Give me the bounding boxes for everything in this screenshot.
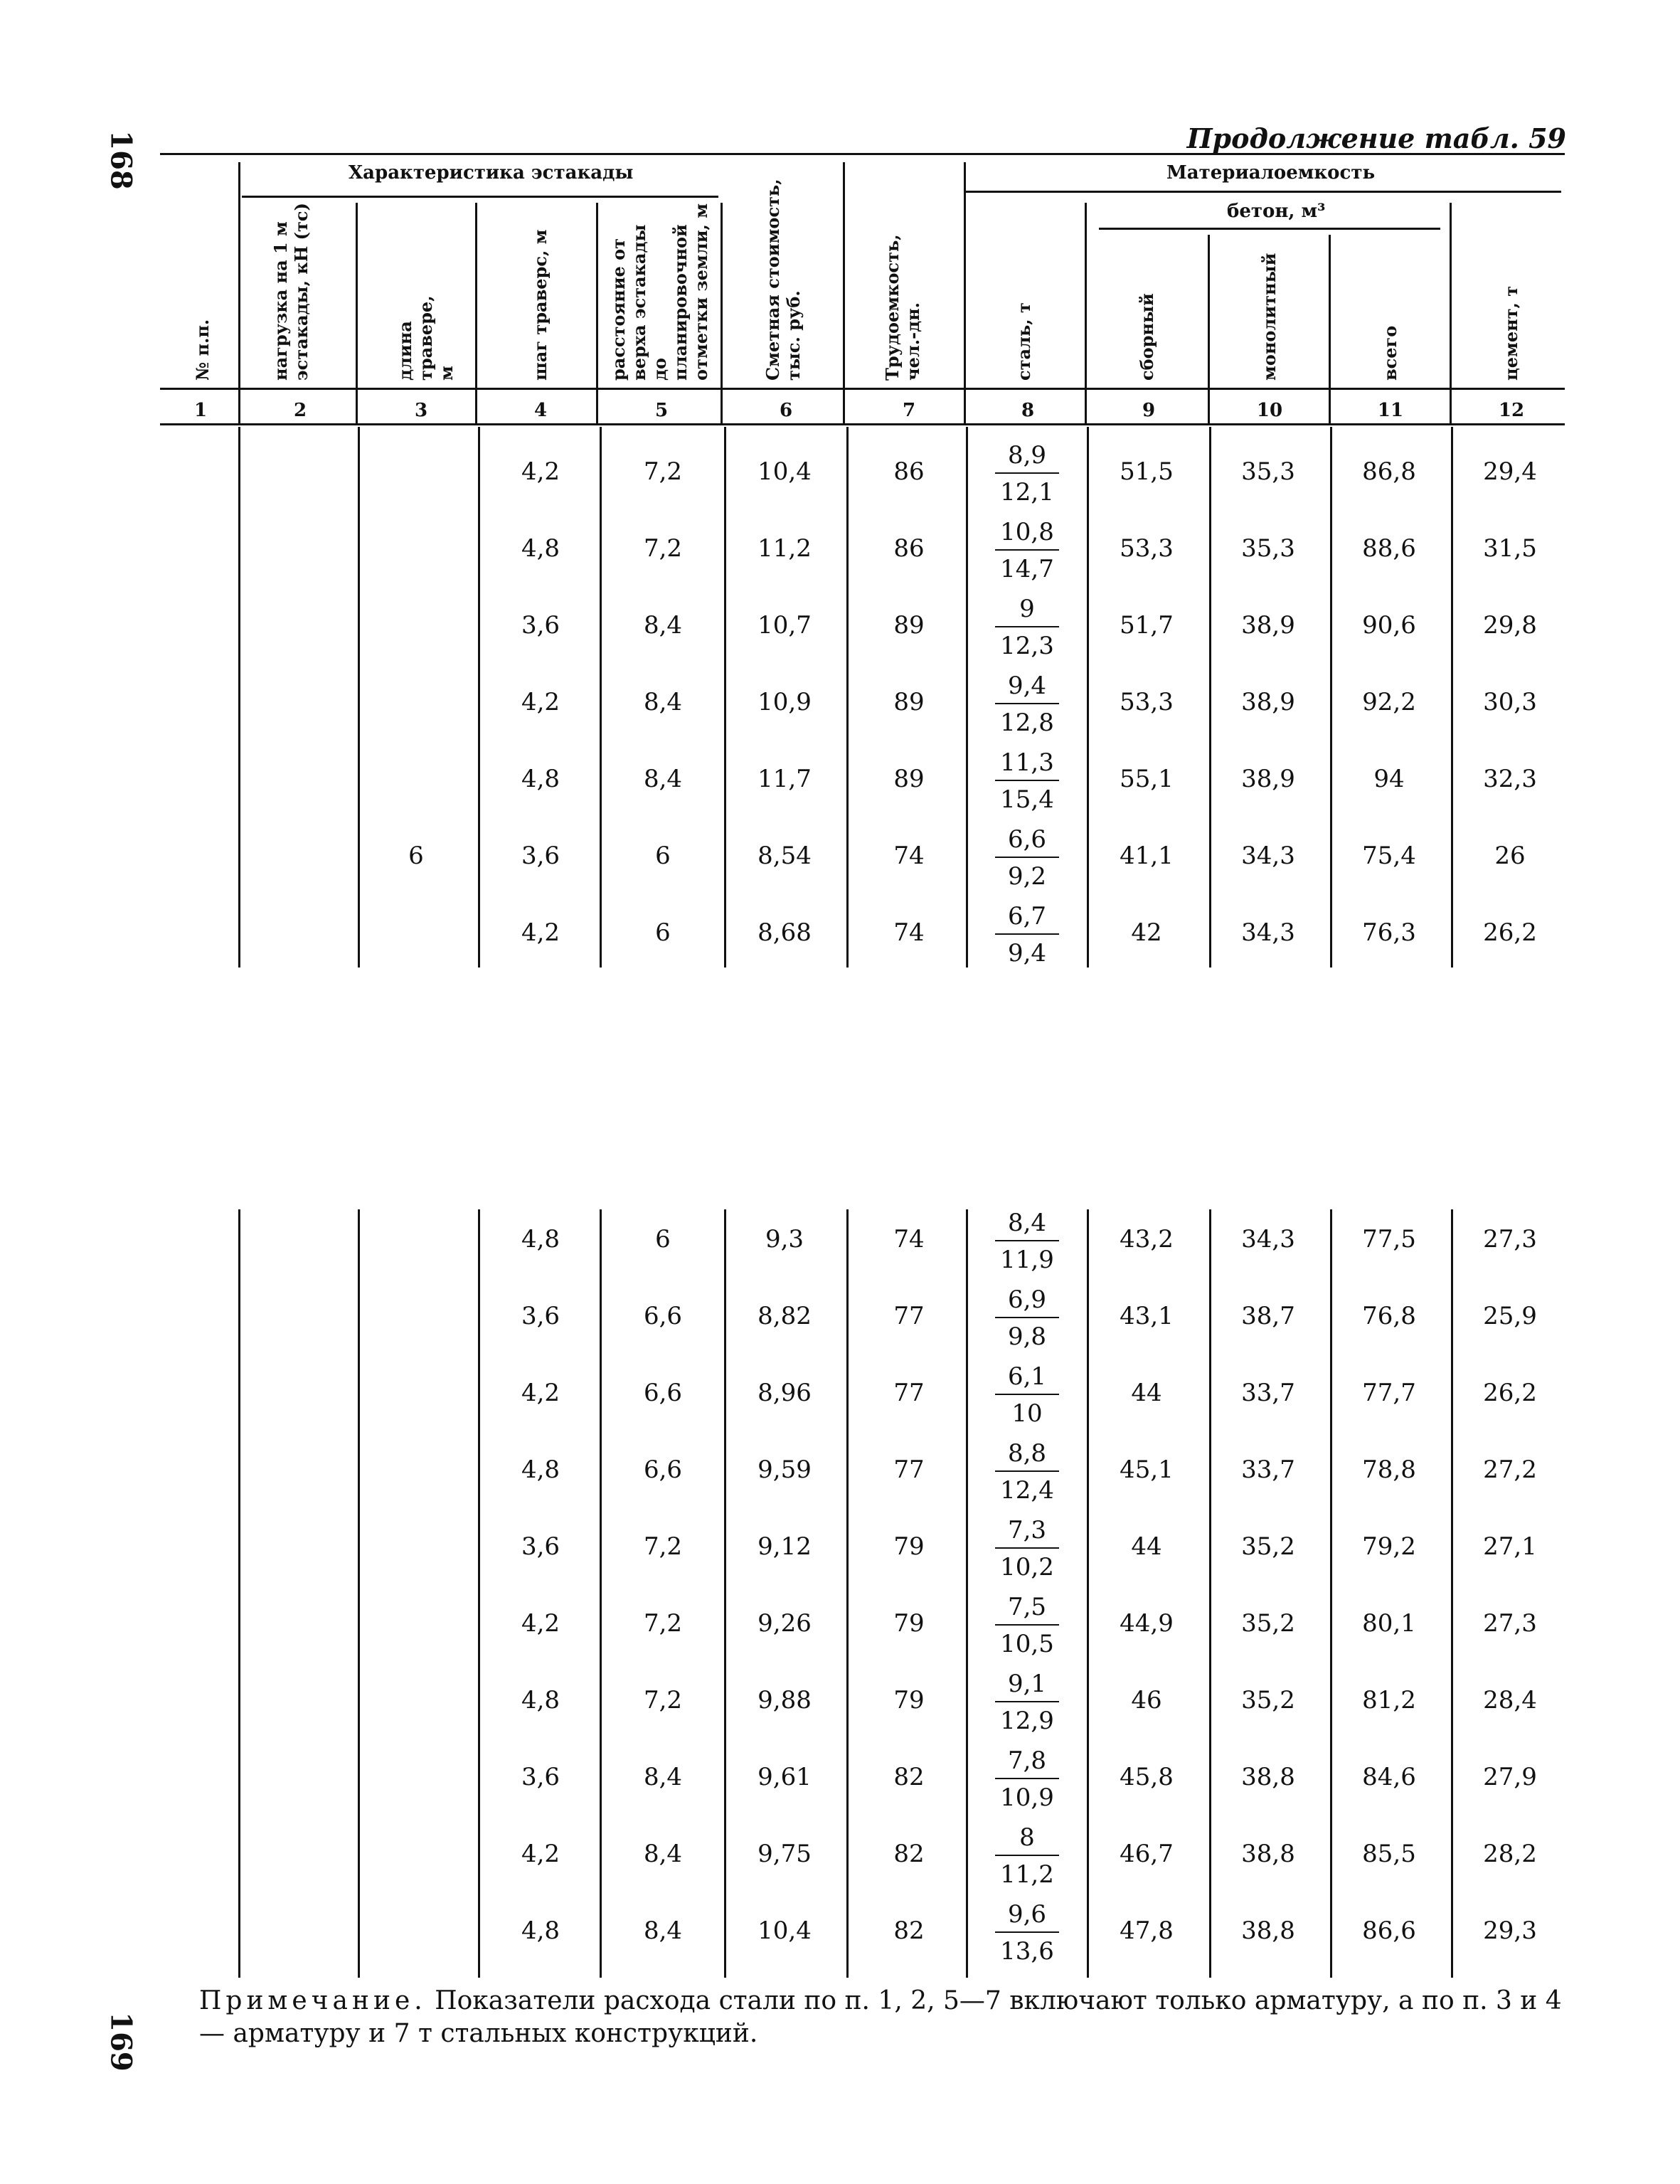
steel-fraction-cell — [981, 670, 1073, 738]
table-cell: 89 — [893, 611, 925, 640]
steel-total-value: 9,4 — [1007, 939, 1047, 968]
table-cell: 38,7 — [1241, 1302, 1295, 1330]
steel-reinforcement-value: 7,5 — [1007, 1593, 1047, 1621]
steel-total-value: 14,7 — [1000, 555, 1054, 583]
table-cell: 31,5 — [1483, 534, 1537, 563]
column-number: 9 — [1142, 400, 1156, 421]
steel-reinforcement-value: 9,6 — [1007, 1900, 1047, 1929]
table-cell: 34,3 — [1241, 1225, 1295, 1253]
table-cell: 4,8 — [521, 1686, 560, 1714]
header-col-no: № п.п. — [192, 319, 213, 381]
table-cell: 79,2 — [1362, 1532, 1416, 1561]
steel-fraction-cell — [981, 516, 1073, 585]
table-cell: 33,7 — [1241, 1456, 1295, 1484]
table-cell: 77 — [893, 1456, 925, 1484]
table-cell: 3,6 — [521, 842, 560, 870]
column-number-rule — [160, 423, 1565, 425]
table-cell: 9,88 — [757, 1686, 812, 1714]
header-col-length: длина травере, м — [395, 295, 457, 381]
table-cell: 10,7 — [757, 611, 812, 640]
fraction-bar — [995, 1701, 1059, 1702]
fraction-bar — [995, 1855, 1059, 1856]
table-cell: 8,4 — [643, 1840, 683, 1868]
table-cell: 10,9 — [757, 688, 812, 716]
table-cell: 29,3 — [1483, 1917, 1537, 1945]
column-divider — [964, 162, 966, 423]
table-top-rule — [160, 153, 1565, 155]
column-number: 3 — [414, 400, 428, 421]
table-cell: 9,12 — [757, 1532, 812, 1561]
table-cell: 3,6 — [521, 1532, 560, 1561]
table-cell: 55,1 — [1120, 765, 1174, 793]
steel-reinforcement-value: 9 — [1019, 595, 1035, 623]
steel-reinforcement-value: 8 — [1019, 1823, 1035, 1852]
fraction-bar — [995, 703, 1059, 704]
steel-reinforcement-value: 6,6 — [1007, 825, 1047, 854]
steel-total-value: 12,4 — [1000, 1476, 1054, 1505]
table-cell: 75,4 — [1362, 842, 1416, 870]
table-cell: 79 — [893, 1686, 925, 1714]
table-cell: 3,6 — [521, 1302, 560, 1330]
column-divider — [724, 427, 726, 968]
table-cell: 35,2 — [1241, 1686, 1295, 1714]
header-col-step: шаг траверс, м — [530, 229, 551, 381]
page-number-bottom: 169 — [104, 2012, 138, 2072]
table-cell: 43,1 — [1120, 1302, 1174, 1330]
table-note — [199, 1985, 1572, 2050]
table-cell: 28,2 — [1483, 1840, 1537, 1868]
column-divider — [846, 427, 849, 968]
table-cell: 42 — [1131, 918, 1162, 947]
table-cell: 76,8 — [1362, 1302, 1416, 1330]
column-divider — [600, 427, 602, 968]
table-cell: 28,4 — [1483, 1686, 1537, 1714]
table-cell: 77 — [893, 1302, 925, 1330]
table-cell: 46 — [1131, 1686, 1162, 1714]
header-subrule — [1099, 228, 1440, 230]
fraction-bar — [995, 1240, 1059, 1241]
table-cell: 82 — [893, 1763, 925, 1791]
table-cell: 38,8 — [1241, 1763, 1295, 1791]
header-col-cement: цемент, т — [1501, 285, 1521, 381]
table-cell: 29,4 — [1483, 457, 1537, 486]
table-cell: 74 — [893, 842, 925, 870]
steel-total-value: 12,9 — [1000, 1707, 1054, 1735]
header-col-steel: сталь, т — [1014, 302, 1034, 381]
fraction-bar — [995, 1931, 1059, 1933]
steel-fraction-cell — [981, 1668, 1073, 1737]
steel-reinforcement-value: 7,3 — [1007, 1516, 1047, 1544]
table-cell: 33,7 — [1241, 1379, 1295, 1407]
table-cell: 7,2 — [643, 1609, 683, 1638]
table-cell: 9,61 — [757, 1763, 812, 1791]
header-col-load: нагрузка на 1 м эстакады, кН (тс) — [270, 203, 312, 381]
steel-reinforcement-value: 9,4 — [1007, 672, 1047, 700]
header-col-monolithic: монолитный — [1259, 253, 1280, 381]
table-cell: 45,8 — [1120, 1763, 1174, 1791]
table-cell: 94 — [1373, 765, 1405, 793]
table-cell: 6 — [655, 1225, 671, 1253]
header-col-cost: Сметная стоимость, тыс. руб. — [762, 179, 804, 381]
column-divider — [1329, 235, 1331, 423]
table-cell: 6,6 — [643, 1379, 683, 1407]
column-divider — [1087, 427, 1089, 968]
steel-fraction-cell — [981, 440, 1073, 508]
steel-total-value: 9,8 — [1007, 1322, 1047, 1351]
table-cell: 4,8 — [521, 765, 560, 793]
table-continuation-title: Продолжение табл. 59 — [1186, 122, 1566, 154]
table-cell: 51,7 — [1120, 611, 1174, 640]
header-concrete: бетон, м³ — [1227, 201, 1326, 222]
table-cell: 6,6 — [643, 1456, 683, 1484]
table-cell: 7,2 — [643, 1686, 683, 1714]
table-cell: 4,8 — [521, 1225, 560, 1253]
header-characteristic: Характеристика эстакады — [349, 162, 634, 184]
table-cell: 11,2 — [757, 534, 812, 563]
table-cell: 86 — [893, 457, 925, 486]
table-cell: 9,3 — [765, 1225, 804, 1253]
table-cell: 8,4 — [643, 1763, 683, 1791]
table-cell: 38,9 — [1241, 611, 1295, 640]
table-cell: 8,82 — [757, 1302, 812, 1330]
steel-reinforcement-value: 8,4 — [1007, 1209, 1047, 1237]
column-divider — [721, 203, 723, 423]
table-cell: 92,2 — [1362, 688, 1416, 716]
table-cell: 35,3 — [1241, 534, 1295, 563]
table-cell: 86,6 — [1362, 1917, 1416, 1945]
table-cell: 74 — [893, 1225, 925, 1253]
table-cell: 51,5 — [1120, 457, 1174, 486]
table-cell: 6 — [655, 842, 671, 870]
fraction-bar — [995, 780, 1059, 781]
column-divider — [846, 1209, 849, 1978]
table-cell: 44 — [1131, 1532, 1162, 1561]
fraction-bar — [995, 1624, 1059, 1626]
table-cell: 45,1 — [1120, 1456, 1174, 1484]
column-divider — [238, 427, 240, 968]
table-cell: 8,4 — [643, 688, 683, 716]
table-cell: 7,2 — [643, 534, 683, 563]
steel-fraction-cell — [981, 1899, 1073, 1967]
column-divider — [724, 1209, 726, 1978]
table-cell: 46,7 — [1120, 1840, 1174, 1868]
steel-total-value: 10,9 — [1000, 1783, 1054, 1812]
fraction-bar — [995, 1317, 1059, 1318]
table-cell: 85,5 — [1362, 1840, 1416, 1868]
column-divider — [966, 427, 968, 968]
column-divider — [1208, 235, 1210, 423]
column-number: 4 — [533, 400, 548, 421]
steel-fraction-cell — [981, 1438, 1073, 1506]
column-divider — [1451, 427, 1453, 968]
column-divider — [478, 1209, 480, 1978]
table-cell: 8,96 — [757, 1379, 812, 1407]
steel-fraction-cell — [981, 1745, 1073, 1813]
table-cell: 53,3 — [1120, 534, 1174, 563]
column-divider — [358, 1209, 360, 1978]
table-cell: 76,3 — [1362, 918, 1416, 947]
table-cell: 27,3 — [1483, 1609, 1537, 1638]
table-cell: 38,8 — [1241, 1917, 1295, 1945]
table-cell: 27,1 — [1483, 1532, 1537, 1561]
column-divider — [356, 203, 358, 423]
column-divider — [1450, 203, 1452, 423]
column-number: 8 — [1021, 400, 1035, 421]
column-divider — [1087, 1209, 1089, 1978]
steel-reinforcement-value: 6,9 — [1007, 1286, 1047, 1314]
steel-fraction-cell — [981, 1515, 1073, 1583]
table-cell: 3,6 — [521, 611, 560, 640]
table-cell: 77 — [893, 1379, 925, 1407]
table-cell: 90,6 — [1362, 611, 1416, 640]
table-cell: 6 — [655, 918, 671, 947]
fraction-bar — [995, 1394, 1059, 1395]
steel-total-value: 12,8 — [1000, 709, 1054, 737]
table-cell: 86 — [893, 534, 925, 563]
steel-total-value: 10,2 — [1000, 1553, 1054, 1581]
column-divider — [966, 1209, 968, 1978]
column-divider — [1330, 1209, 1332, 1978]
column-divider — [600, 1209, 602, 1978]
header-subrule — [242, 196, 718, 198]
table-cell: 10,4 — [757, 1917, 812, 1945]
steel-reinforcement-value: 10,8 — [1000, 518, 1054, 546]
steel-total-value: 11,2 — [1000, 1860, 1054, 1889]
fraction-bar — [995, 626, 1059, 627]
column-divider — [358, 427, 360, 968]
steel-reinforcement-value: 6,1 — [1007, 1362, 1047, 1391]
column-divider — [478, 427, 480, 968]
column-divider — [1085, 203, 1087, 423]
steel-reinforcement-value: 11,3 — [1000, 748, 1054, 777]
column-divider — [475, 203, 477, 423]
note-text: Показатели расхода стали по п. 1, 2, 5—7 включают только арматуру, а по п. 3 и 4 — арматуру и 7 т стальных конструкций. — [199, 1986, 1562, 2048]
table-cell: 78,8 — [1362, 1456, 1416, 1484]
steel-fraction-cell — [981, 1284, 1073, 1352]
table-cell: 88,6 — [1362, 534, 1416, 563]
table-cell: 26,2 — [1483, 918, 1537, 947]
table-cell: 26,2 — [1483, 1379, 1537, 1407]
table-cell: 29,8 — [1483, 611, 1537, 640]
column-divider — [1451, 1209, 1453, 1978]
table-cell: 34,3 — [1241, 842, 1295, 870]
steel-reinforcement-value: 8,8 — [1007, 1439, 1047, 1468]
note-label: Примечание. — [199, 1986, 427, 2015]
steel-total-value: 10,5 — [1000, 1630, 1054, 1658]
table-cell: 4,2 — [521, 1840, 560, 1868]
column-divider — [1209, 1209, 1211, 1978]
table-cell: 4,2 — [521, 1609, 560, 1638]
table-cell: 7,2 — [643, 1532, 683, 1561]
table-cell: 74 — [893, 918, 925, 947]
table-cell: 10,4 — [757, 457, 812, 486]
table-cell: 8,4 — [643, 765, 683, 793]
table-cell: 25,9 — [1483, 1302, 1537, 1330]
steel-fraction-cell — [981, 824, 1073, 892]
table-cell: 84,6 — [1362, 1763, 1416, 1791]
table-cell: 11,7 — [757, 765, 812, 793]
fraction-bar — [995, 857, 1059, 858]
table-cell: 38,9 — [1241, 688, 1295, 716]
table-cell: 77,7 — [1362, 1379, 1416, 1407]
column-number: 11 — [1377, 400, 1404, 421]
fraction-bar — [995, 1547, 1059, 1549]
table-cell: 4,8 — [521, 534, 560, 563]
column-divider — [1209, 427, 1211, 968]
table-cell: 81,2 — [1362, 1686, 1416, 1714]
header-material: Материалоемкость — [1166, 162, 1376, 184]
table-cell: 82 — [893, 1917, 925, 1945]
table-cell: 82 — [893, 1840, 925, 1868]
steel-fraction-cell — [981, 1822, 1073, 1890]
table-cell: 89 — [893, 765, 925, 793]
steel-reinforcement-value: 7,8 — [1007, 1746, 1047, 1775]
header-col-precast: сборный — [1137, 293, 1157, 381]
header-col-total: всего — [1380, 325, 1400, 381]
column-divider — [596, 203, 598, 423]
steel-fraction-cell — [981, 1591, 1073, 1660]
steel-total-value: 11,9 — [1000, 1246, 1054, 1274]
table-cell: 3,6 — [521, 1763, 560, 1791]
column-number: 7 — [902, 400, 916, 421]
table-cell: 8,4 — [643, 1917, 683, 1945]
column-divider — [238, 162, 240, 423]
table-cell: 53,3 — [1120, 688, 1174, 716]
steel-total-value: 13,6 — [1000, 1937, 1054, 1966]
steel-total-value: 9,2 — [1007, 862, 1047, 891]
steel-total-value: 12,1 — [1000, 478, 1054, 507]
table-cell: 35,2 — [1241, 1609, 1295, 1638]
table-cell: 32,3 — [1483, 765, 1537, 793]
steel-total-value: 10 — [1011, 1399, 1043, 1428]
table-cell: 35,3 — [1241, 457, 1295, 486]
steel-fraction-cell — [981, 747, 1073, 815]
table-cell: 34,3 — [1241, 918, 1295, 947]
column-number: 1 — [193, 400, 208, 421]
fraction-bar — [995, 549, 1059, 551]
table-cell: 27,9 — [1483, 1763, 1537, 1791]
table-cell: 6,6 — [643, 1302, 683, 1330]
steel-fraction-cell — [981, 1361, 1073, 1429]
table-cell: 8,54 — [757, 842, 812, 870]
table-cell: 4,8 — [521, 1456, 560, 1484]
fraction-bar — [995, 933, 1059, 935]
column-number: 5 — [654, 400, 669, 421]
steel-total-value: 15,4 — [1000, 785, 1054, 814]
steel-reinforcement-value: 8,9 — [1007, 441, 1047, 470]
header-subrule — [964, 191, 1561, 193]
table-cell: 8,4 — [643, 611, 683, 640]
table-cell: 77,5 — [1362, 1225, 1416, 1253]
table-cell: 44 — [1131, 1379, 1162, 1407]
table-cell: 38,9 — [1241, 765, 1295, 793]
column-number: 12 — [1498, 400, 1525, 421]
table-cell: 9,26 — [757, 1609, 812, 1638]
table-cell: 4,8 — [521, 1917, 560, 1945]
table-cell: 4,2 — [521, 1379, 560, 1407]
fraction-bar — [995, 472, 1059, 474]
steel-fraction-cell — [981, 901, 1073, 969]
steel-reinforcement-value: 6,7 — [1007, 902, 1047, 931]
column-number: 2 — [293, 400, 307, 421]
steel-fraction-cell — [981, 593, 1073, 662]
table-cell: 89 — [893, 688, 925, 716]
column-divider — [843, 162, 845, 423]
table-cell: 80,1 — [1362, 1609, 1416, 1638]
page-number-top: 168 — [104, 130, 138, 190]
table-cell: 27,3 — [1483, 1225, 1537, 1253]
table-cell: 9,75 — [757, 1840, 812, 1868]
steel-reinforcement-value: 9,1 — [1007, 1670, 1047, 1698]
table-cell: 38,8 — [1241, 1840, 1295, 1868]
fraction-bar — [995, 1778, 1059, 1779]
table-cell: 9,59 — [757, 1456, 812, 1484]
table-cell: 44,9 — [1120, 1609, 1174, 1638]
table-cell: 7,2 — [643, 457, 683, 486]
table-cell: 6 — [408, 842, 424, 870]
column-divider — [238, 1209, 240, 1978]
column-number: 10 — [1256, 400, 1283, 421]
header-col-labor: Трудоемкость, чел.-дн. — [882, 234, 923, 381]
column-divider — [1330, 427, 1332, 968]
table-cell: 79 — [893, 1532, 925, 1561]
header-bottom-rule — [160, 388, 1565, 390]
table-cell: 8,68 — [757, 918, 812, 947]
table-cell: 86,8 — [1362, 457, 1416, 486]
steel-fraction-cell — [981, 1207, 1073, 1276]
table-cell: 4,2 — [521, 457, 560, 486]
table-cell: 27,2 — [1483, 1456, 1537, 1484]
table-cell: 30,3 — [1483, 688, 1537, 716]
fraction-bar — [995, 1470, 1059, 1472]
table-cell: 4,2 — [521, 688, 560, 716]
header-col-distance: расстояние от верха эстакады до планировочной отметки земли, м — [608, 203, 711, 381]
table-cell: 4,2 — [521, 918, 560, 947]
table-cell: 79 — [893, 1609, 925, 1638]
table-cell: 47,8 — [1120, 1917, 1174, 1945]
steel-total-value: 12,3 — [1000, 632, 1054, 660]
table-cell: 43,2 — [1120, 1225, 1174, 1253]
table-cell: 26 — [1494, 842, 1526, 870]
column-number: 6 — [779, 400, 793, 421]
table-cell: 41,1 — [1120, 842, 1174, 870]
table-cell: 35,2 — [1241, 1532, 1295, 1561]
